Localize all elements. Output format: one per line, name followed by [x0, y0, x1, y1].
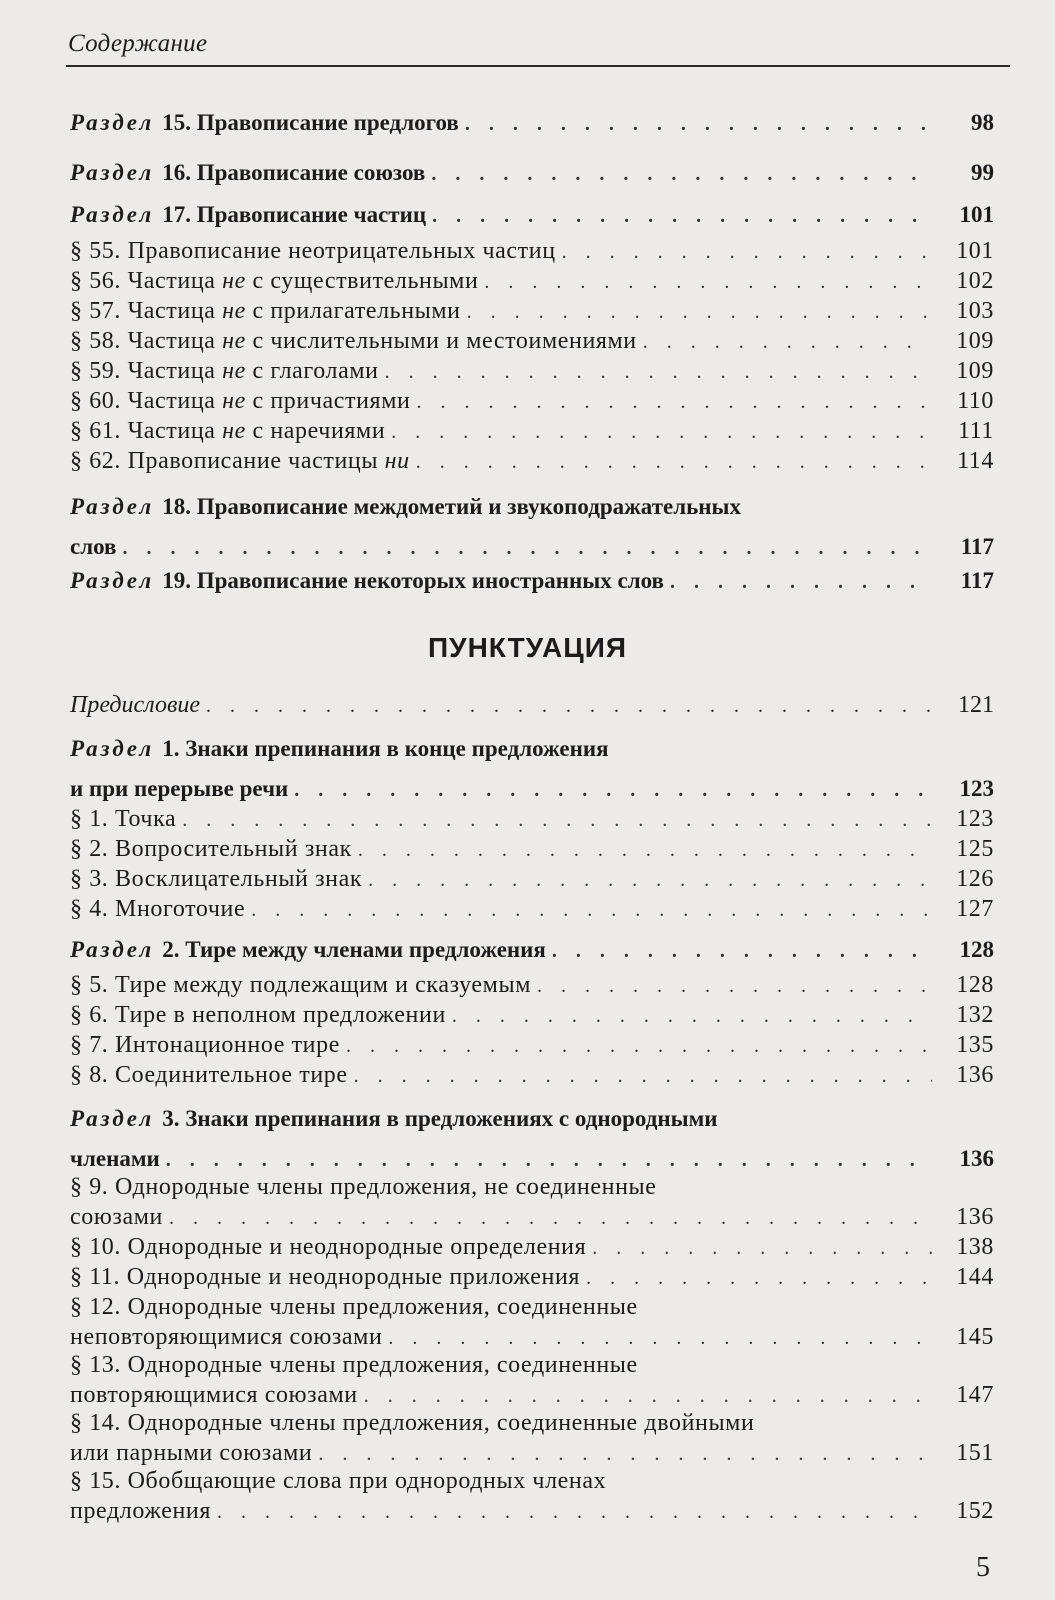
razdel-title: Знаки препинания в конце предложения: [185, 736, 609, 761]
page-ref: 136: [956, 1204, 994, 1230]
toc-row: [70, 532, 994, 563]
entry-title: [70, 532, 116, 562]
toc-entry: [70, 356, 994, 387]
toc-entry: [70, 266, 994, 297]
toc-row: [70, 1060, 994, 1091]
razdel-title-cont: слов: [70, 534, 117, 559]
entry-title: [70, 804, 176, 834]
page-ref: 145: [956, 1324, 994, 1350]
entry-title: [70, 296, 461, 326]
page-ref: 117: [960, 534, 994, 559]
page-ref: 126: [956, 866, 994, 892]
entry-title: [70, 834, 352, 864]
razdel-number: 1.: [162, 736, 180, 761]
razdel-label: Раздел: [70, 1106, 155, 1131]
dot-leader: [586, 1263, 932, 1293]
toc-entry: [70, 935, 994, 966]
dot-leader: [364, 1381, 932, 1411]
entry-title: [70, 1322, 382, 1352]
entry-text: § 59. Частица: [70, 358, 223, 384]
toc-row: [70, 834, 994, 865]
entry-title: [70, 356, 379, 386]
entry-italic: не: [222, 358, 246, 384]
dot-leader: [416, 447, 932, 477]
entry-text-end: с глаголами: [245, 358, 379, 384]
toc-entry: [70, 386, 994, 417]
entry-title: [70, 200, 426, 230]
toc-entry: [70, 492, 994, 563]
page-ref: 132: [956, 1002, 994, 1028]
razdel-number: 19.: [162, 568, 191, 593]
toc-entry: [70, 1466, 994, 1527]
razdel-label: Раздел: [70, 937, 155, 962]
dot-leader: [182, 805, 932, 835]
entry-title: [70, 1438, 312, 1468]
entry-line: § 15. Обобщающие слова при однородных членах: [70, 1468, 607, 1494]
razdel-title-cont: и при перерыве речи: [70, 776, 289, 801]
entry-title: [70, 158, 425, 188]
dot-leader: [465, 109, 932, 139]
dot-leader: [388, 1323, 932, 1353]
entry-text: § 1. Точка: [70, 806, 177, 832]
entry-text: § 3. Восклицательный знак: [70, 866, 363, 892]
razdel-title: Правописание междометий и звукоподражательных: [196, 494, 741, 519]
toc-entry: [70, 1350, 994, 1411]
entry-text-cont: повторяющимися союзами: [70, 1382, 358, 1408]
entry-text: § 4. Многоточие: [70, 896, 246, 922]
page-ref: 103: [956, 298, 994, 324]
entry-title: [70, 1380, 358, 1410]
toc-entry: [70, 734, 994, 805]
toc-row: [70, 1000, 994, 1031]
entry-text: § 60. Частица: [70, 388, 223, 414]
razdel-title: Тире между членами предложения: [185, 937, 546, 962]
dot-leader: [431, 159, 932, 189]
toc-row: [70, 236, 994, 267]
toc-entry: [70, 1292, 994, 1353]
toc-row: [70, 1438, 994, 1469]
page-ref: 128: [956, 972, 994, 998]
toc-row: [70, 894, 994, 925]
razdel-title-cont: членами: [70, 1146, 160, 1171]
razdel-label: Раздел: [70, 160, 155, 185]
toc-row: [70, 1232, 994, 1263]
page-ref: 128: [959, 937, 994, 962]
page-ref: 138: [956, 1234, 994, 1260]
preface-title: Предисловие: [70, 692, 201, 718]
page-ref: 151: [956, 1440, 994, 1466]
page-ref: 109: [956, 328, 994, 354]
toc-row: [70, 1030, 994, 1061]
entry-title: [70, 1202, 163, 1232]
entry-text-cont: предложения: [70, 1498, 212, 1524]
running-header: Содержание: [68, 30, 208, 57]
toc-row: [70, 970, 994, 1001]
toc-entry: [70, 416, 994, 447]
dot-leader: [217, 1497, 932, 1527]
toc-row: [70, 774, 994, 805]
toc-entry: [70, 296, 994, 327]
razdel-number: 3.: [162, 1106, 180, 1131]
page-ref: 111: [957, 418, 994, 444]
page-ref: 125: [956, 836, 994, 862]
dot-leader: [206, 691, 932, 721]
toc-entry: [70, 158, 994, 189]
page-ref: 123: [959, 776, 994, 801]
razdel-number: 17.: [162, 202, 191, 227]
dot-leader: [670, 567, 932, 597]
toc-entry: [70, 108, 994, 139]
entry-line: § 9. Однородные члены предложения, не соединенные: [70, 1174, 657, 1200]
toc-row: [70, 804, 994, 835]
toc-entry: [70, 1232, 994, 1263]
page-number: 5: [976, 1552, 990, 1583]
entry-text: § 6. Тире в неполном предложении: [70, 1002, 446, 1028]
page-ref: 152: [956, 1498, 994, 1524]
entry-line: § 13. Однородные члены предложения, соединенные: [70, 1352, 638, 1378]
dot-leader: [368, 865, 932, 895]
toc-row: [70, 1262, 994, 1293]
dot-leader: [432, 201, 932, 231]
entry-text-end: с причастиями: [245, 388, 411, 414]
page-ref: 114: [957, 448, 994, 474]
toc-row: [70, 864, 994, 895]
toc-entry: [70, 690, 994, 721]
toc-row: [70, 566, 994, 597]
dot-leader: [294, 775, 932, 805]
dot-leader: [122, 533, 932, 563]
entry-title: [70, 1262, 580, 1292]
entry-title: [70, 236, 556, 266]
razdel-title: Правописание союзов: [196, 160, 426, 185]
entry-text: § 5. Тире между подлежащим и сказуемым: [70, 972, 531, 998]
entry-title: [70, 446, 410, 476]
entry-text-end: с наречиями: [245, 418, 386, 444]
entry-text: § 10. Однородные и неоднородные определения: [70, 1234, 587, 1260]
toc-entry: [70, 1104, 994, 1175]
page-ref: 102: [956, 268, 994, 294]
toc-row: [70, 446, 994, 477]
dot-leader: [484, 267, 932, 297]
toc-row: [70, 1496, 994, 1527]
entry-italic: ни: [384, 448, 410, 474]
entry-italic: не: [222, 388, 246, 414]
dot-leader: [346, 1031, 932, 1061]
toc-row: [70, 1380, 994, 1411]
dot-leader: [166, 1145, 932, 1175]
entry-text: § 55. Правописание неотрицательных частиц: [70, 238, 556, 264]
entry-title: [70, 1030, 340, 1060]
entry-text-cont: союзами: [70, 1204, 163, 1230]
page-ref: 135: [956, 1032, 994, 1058]
razdel-number: 15.: [162, 110, 191, 135]
dot-leader: [358, 835, 932, 865]
entry-title: [70, 1060, 348, 1090]
razdel-number: 18.: [162, 494, 191, 519]
entry-italic: не: [222, 418, 246, 444]
page-ref: 121: [958, 692, 994, 718]
entry-title: [70, 416, 385, 446]
entry-title: [70, 894, 245, 924]
entry-title: [70, 1232, 586, 1262]
toc-row: [70, 416, 994, 447]
dot-leader: [452, 1001, 932, 1031]
entry-text: § 57. Частица: [70, 298, 223, 324]
entry-title: [70, 970, 531, 1000]
entry-text-end: с числительными и местоимениями: [245, 328, 637, 354]
toc-entry: [70, 864, 994, 895]
toc-row: [70, 296, 994, 327]
toc-entry: [70, 446, 994, 477]
page-ref: 98: [971, 110, 994, 135]
toc-entry: [70, 566, 994, 597]
entry-line: § 12. Однородные члены предложения, соединенные: [70, 1294, 638, 1320]
entry-title: [70, 108, 459, 138]
toc-entry: [70, 1060, 994, 1091]
entry-title: [70, 774, 288, 804]
razdel-label: Раздел: [70, 736, 155, 761]
razdel-label: Раздел: [70, 568, 155, 593]
dot-leader: [354, 1061, 932, 1091]
entry-title: [70, 935, 546, 965]
toc-entry: [70, 894, 994, 925]
toc-entry: [70, 1408, 994, 1469]
entry-title: [70, 566, 664, 596]
dot-leader: [318, 1439, 932, 1469]
page-ref: 99: [971, 160, 994, 185]
toc-row: [70, 266, 994, 297]
entry-text: § 8. Соединительное тире: [70, 1062, 348, 1088]
dot-leader: [416, 387, 932, 417]
toc-row: [70, 326, 994, 357]
entry-title: [70, 1496, 211, 1526]
page-ref: 147: [956, 1382, 994, 1408]
page-ref: 127: [956, 896, 994, 922]
entry-title: [70, 1144, 160, 1174]
section-title: ПУНКТУАЦИЯ: [428, 632, 627, 663]
toc-entry: [70, 1030, 994, 1061]
entry-text: § 56. Частица: [70, 268, 223, 294]
razdel-number: 2.: [162, 937, 180, 962]
entry-line: [70, 1104, 994, 1134]
entry-text-end: с существительными: [245, 268, 479, 294]
toc-entry: [70, 1262, 994, 1293]
toc-entry: [70, 200, 994, 231]
razdel-title: Правописание некоторых иностранных слов: [196, 568, 664, 593]
page-ref: 136: [959, 1146, 994, 1171]
header-rule: [66, 65, 1010, 67]
entry-line: [70, 492, 994, 522]
entry-title: [70, 864, 362, 894]
entry-italic: не: [222, 268, 246, 294]
entry-text-cont: или парными союзами: [70, 1440, 313, 1466]
razdel-title: Правописание частиц: [196, 202, 427, 227]
entry-title: [70, 266, 478, 296]
entry-text: § 11. Однородные и неоднородные приложения: [70, 1264, 581, 1290]
page-ref: 109: [956, 358, 994, 384]
entry-text: § 58. Частица: [70, 328, 223, 354]
entry-text: § 62. Правописание частицы: [70, 448, 385, 474]
entry-italic: не: [222, 328, 246, 354]
page-ref: 136: [956, 1062, 994, 1088]
toc-row: [70, 158, 994, 189]
razdel-label: Раздел: [70, 110, 155, 135]
dot-leader: [552, 936, 932, 966]
entry-text-cont: неповторяющимися союзами: [70, 1324, 383, 1350]
entry-line: [70, 734, 994, 764]
toc-entry: [70, 970, 994, 1001]
dot-leader: [643, 327, 932, 357]
toc-row: [70, 690, 994, 721]
entry-text-end: с прилагательными: [245, 298, 461, 324]
dot-leader: [562, 237, 932, 267]
toc-row: [70, 1144, 994, 1175]
dot-leader: [537, 971, 932, 1001]
dot-leader: [592, 1233, 932, 1263]
page-ref: 117: [960, 568, 994, 593]
toc-row: [70, 108, 994, 139]
razdel-title: Правописание предлогов: [196, 110, 459, 135]
page-ref: 110: [957, 388, 994, 414]
entry-italic: не: [222, 298, 246, 324]
toc-entry: [70, 834, 994, 865]
entry-text: § 61. Частица: [70, 418, 223, 444]
page-ref: 144: [956, 1264, 994, 1290]
entry-text: § 2. Вопросительный знак: [70, 836, 352, 862]
entry-title: [70, 386, 410, 416]
dot-leader: [251, 895, 932, 925]
toc-entry: [70, 1000, 994, 1031]
dot-leader: [385, 357, 932, 387]
toc-entry: [70, 236, 994, 267]
dot-leader: [391, 417, 932, 447]
razdel-title: Знаки препинания в предложениях с однородными: [185, 1106, 718, 1131]
toc-row: [70, 1322, 994, 1353]
page-ref: 123: [956, 806, 994, 832]
toc-row: [70, 1202, 994, 1233]
entry-line: § 14. Однородные члены предложения, соединенные двойными: [70, 1410, 755, 1436]
toc-row: [70, 200, 994, 231]
toc-row: [70, 386, 994, 417]
razdel-label: Раздел: [70, 202, 155, 227]
toc-entry: [70, 804, 994, 835]
entry-text: § 7. Интонационное тире: [70, 1032, 340, 1058]
entry-title: [70, 326, 637, 356]
razdel-label: Раздел: [70, 494, 155, 519]
toc-row: [70, 356, 994, 387]
dot-leader: [467, 297, 932, 327]
page-ref: 101: [959, 202, 994, 227]
toc-row: [70, 935, 994, 966]
entry-title: [70, 690, 200, 720]
razdel-number: 16.: [162, 160, 191, 185]
entry-title: [70, 1000, 446, 1030]
dot-leader: [169, 1203, 932, 1233]
page-ref: 101: [956, 238, 994, 264]
toc-entry: [70, 1172, 994, 1233]
toc-entry: [70, 326, 994, 357]
